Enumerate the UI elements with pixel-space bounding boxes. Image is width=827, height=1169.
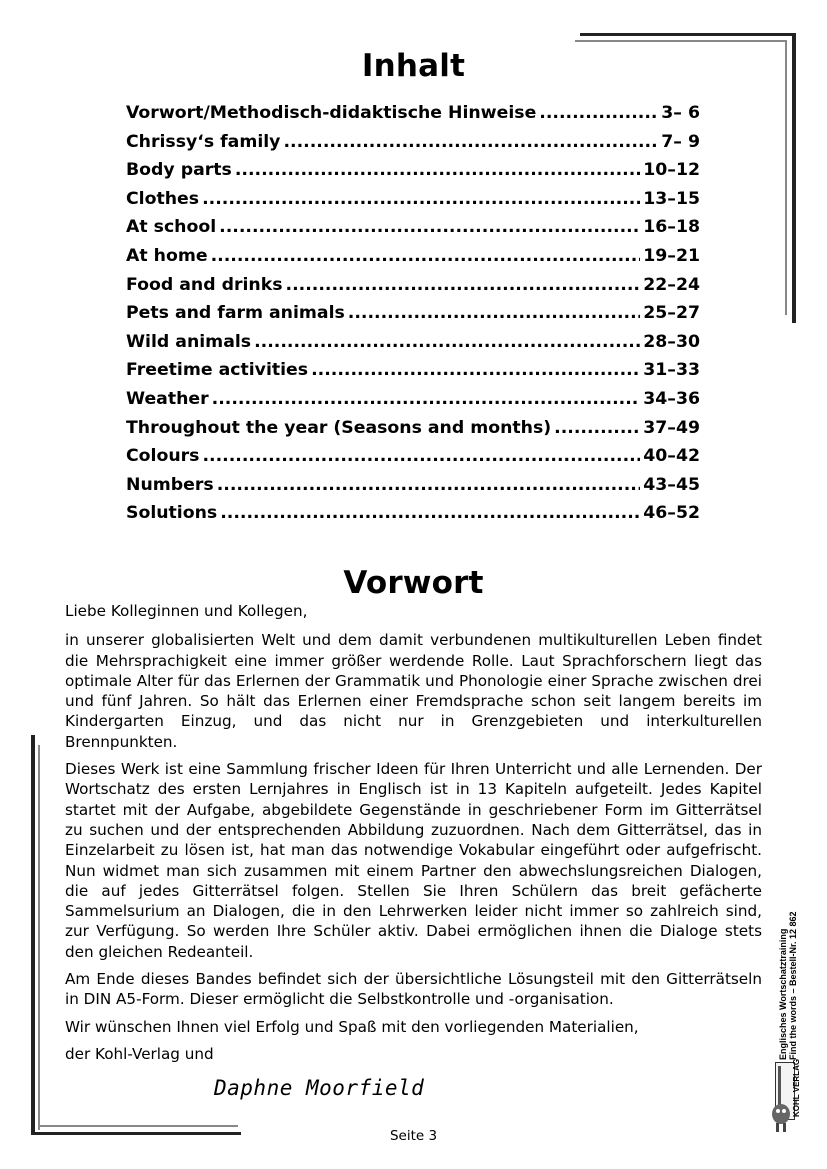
toc-leader-dots	[286, 275, 641, 295]
toc-entry-label: Chrissy‘s family	[126, 131, 281, 152]
toc-page-range: 34–36	[643, 388, 700, 409]
toc-page-range: 25–27	[643, 303, 700, 324]
page-number: Seite 3	[389, 1128, 438, 1144]
frame-corner-top-right-inner	[575, 40, 787, 42]
author-signature: Daphne Moorfield	[214, 1076, 425, 1100]
preface-title: Vorwort	[343, 565, 484, 601]
toc-page-range: 37–49	[643, 417, 700, 438]
toc-page-range: 28–30	[643, 331, 700, 352]
toc-row	[126, 103, 700, 132]
toc-entry-label: Pets and farm animals	[126, 303, 345, 324]
toc-leader-dots	[211, 246, 641, 266]
toc-leader-dots	[539, 103, 658, 123]
toc-leader-dots	[554, 418, 640, 438]
preface-paragraph: in unserer globalisierten Welt und dem damit verbundenen multikulturellen Leben findet die Mehrsprachigkeit eine immer größer werdende Rolle. Laut Sprachforschern liegt das optimale Alter für das Erlernen der Grammatik und Phonologie einer Sprache zwischen drei und fünf Jahren. So hält das Erlernen einer Fremdsprache schon seit langem bereits im Kindergarten Einzug, und das nicht nur in Grenzgebieten und interkulturellen Brennpunkten.	[65, 631, 762, 751]
toc-entry-label: Throughout the year (Seasons and months)	[126, 417, 552, 438]
toc-leader-dots	[217, 475, 641, 495]
toc-row	[126, 217, 700, 246]
toc-leader-dots	[219, 217, 640, 237]
toc-row	[126, 475, 700, 504]
frame-corner-bottom-left-inner	[38, 1125, 238, 1127]
table-of-contents	[126, 103, 700, 532]
toc-row	[126, 503, 700, 532]
toc-leader-dots	[202, 446, 640, 466]
toc-row	[126, 418, 700, 447]
toc-leader-dots	[348, 303, 640, 323]
toc-row	[126, 275, 700, 304]
toc-row	[126, 389, 700, 418]
toc-entry-label: Weather	[126, 388, 209, 409]
toc-row	[126, 160, 700, 189]
toc-entry-label: Wild animals	[126, 331, 252, 352]
toc-entry-label: At school	[126, 217, 217, 238]
toc-page-range: 13–15	[643, 188, 700, 209]
toc-entry-label: Vorwort/Methodisch-didaktische Hinweise	[126, 103, 537, 123]
preface-body	[65, 601, 762, 1071]
toc-row	[126, 246, 700, 275]
toc-entry-label: Colours	[126, 446, 200, 467]
toc-leader-dots	[212, 389, 641, 409]
toc-page-range: 19–21	[643, 245, 700, 266]
toc-entry-label: Numbers	[126, 474, 214, 495]
preface-salutation: Liebe Kolleginnen und Kollegen,	[65, 602, 308, 620]
publisher-name: KOHL VERLAG	[792, 1058, 801, 1117]
toc-row	[126, 132, 700, 161]
toc-page-range: 10–12	[643, 160, 700, 181]
side-imprint-order: Find the words – Bestell-Nr. 12 862	[788, 911, 798, 1060]
toc-entry-label: Freetime activities	[126, 360, 309, 381]
toc-row	[126, 189, 700, 218]
toc-leader-dots	[311, 360, 640, 380]
toc-page-range: 43–45	[643, 474, 700, 495]
toc-page-range: 46–52	[643, 503, 700, 524]
frame-edge-left	[31, 735, 35, 1135]
toc-leader-dots	[235, 160, 640, 180]
toc-page-range: 3– 6	[661, 103, 700, 123]
toc-leader-dots	[202, 189, 640, 209]
toc-row	[126, 303, 700, 332]
toc-page-range: 40–42	[643, 446, 700, 467]
toc-entry-label: Solutions	[126, 503, 218, 524]
toc-page-range: 16–18	[643, 217, 700, 238]
toc-row	[126, 332, 700, 361]
frame-corner-top-right	[580, 33, 794, 36]
toc-page-range: 22–24	[643, 274, 700, 295]
toc-leader-dots	[254, 332, 640, 352]
toc-leader-dots	[220, 503, 640, 523]
toc-page-range: 7– 9	[661, 131, 700, 152]
toc-title: Inhalt	[361, 48, 466, 84]
toc-leader-dots	[283, 132, 658, 152]
preface-paragraph: Wir wünschen Ihnen viel Erfolg und Spaß mit den vorliegenden Materialien,	[65, 1017, 639, 1036]
side-imprint-title: Englisches Wortschatztraining	[778, 928, 788, 1060]
toc-entry-label: Body parts	[126, 160, 232, 181]
preface-paragraph: Dieses Werk ist eine Sammlung frischer Ideen für Ihren Unterricht und alle Lernenden. Der Wortschatz des ersten Lernjahres in Englisch ist in 13 Kapiteln aufgeteilt. Jedes Kapitel startet mit der Aufgabe, abgebildete Gegenstände in geschriebener Form im Gitterrätsel zu suchen und der entsprechenden Abbildung zuzuordnen. Nach dem Gitterrätsel, das in Einzelarbeit zu lösen ist, hat man das notwendige Vokabular eingeführt oder aufgefrischt. Nun widmet man sich zusammen mit einem Partner den abwechslungsreichen Dialogen, die auf jedes Gitterrätsel folgen. Stellen Sie Ihren Schülern das breit gefächerte Sammelsurium an Dialogen, die in den Lehrwerken leider nicht immer so zahlreich sind, zur Verfügung. So werden Ihre Schüler aktiv. Dabei ermöglichen ihnen die Dialoge stets den gleichen Redeanteil.	[65, 760, 762, 961]
frame-edge-left-inner	[38, 745, 40, 1130]
mascot-icon	[768, 1100, 794, 1134]
toc-entry-label: At home	[126, 245, 208, 266]
toc-entry-label: Clothes	[126, 188, 200, 209]
toc-entry-label: Food and drinks	[126, 274, 283, 295]
toc-row	[126, 360, 700, 389]
preface-paragraph: Am Ende dieses Bandes befindet sich der übersichtliche Lösungsteil mit den Gitterrätseln in DIN A5-Form. Dieser ermöglicht die Selbstkontrolle und -organisation.	[65, 970, 762, 1009]
toc-row	[126, 446, 700, 475]
side-imprint	[778, 910, 808, 1060]
preface-closing: der Kohl-Verlag und	[65, 1044, 214, 1063]
toc-page-range: 31–33	[643, 360, 700, 381]
